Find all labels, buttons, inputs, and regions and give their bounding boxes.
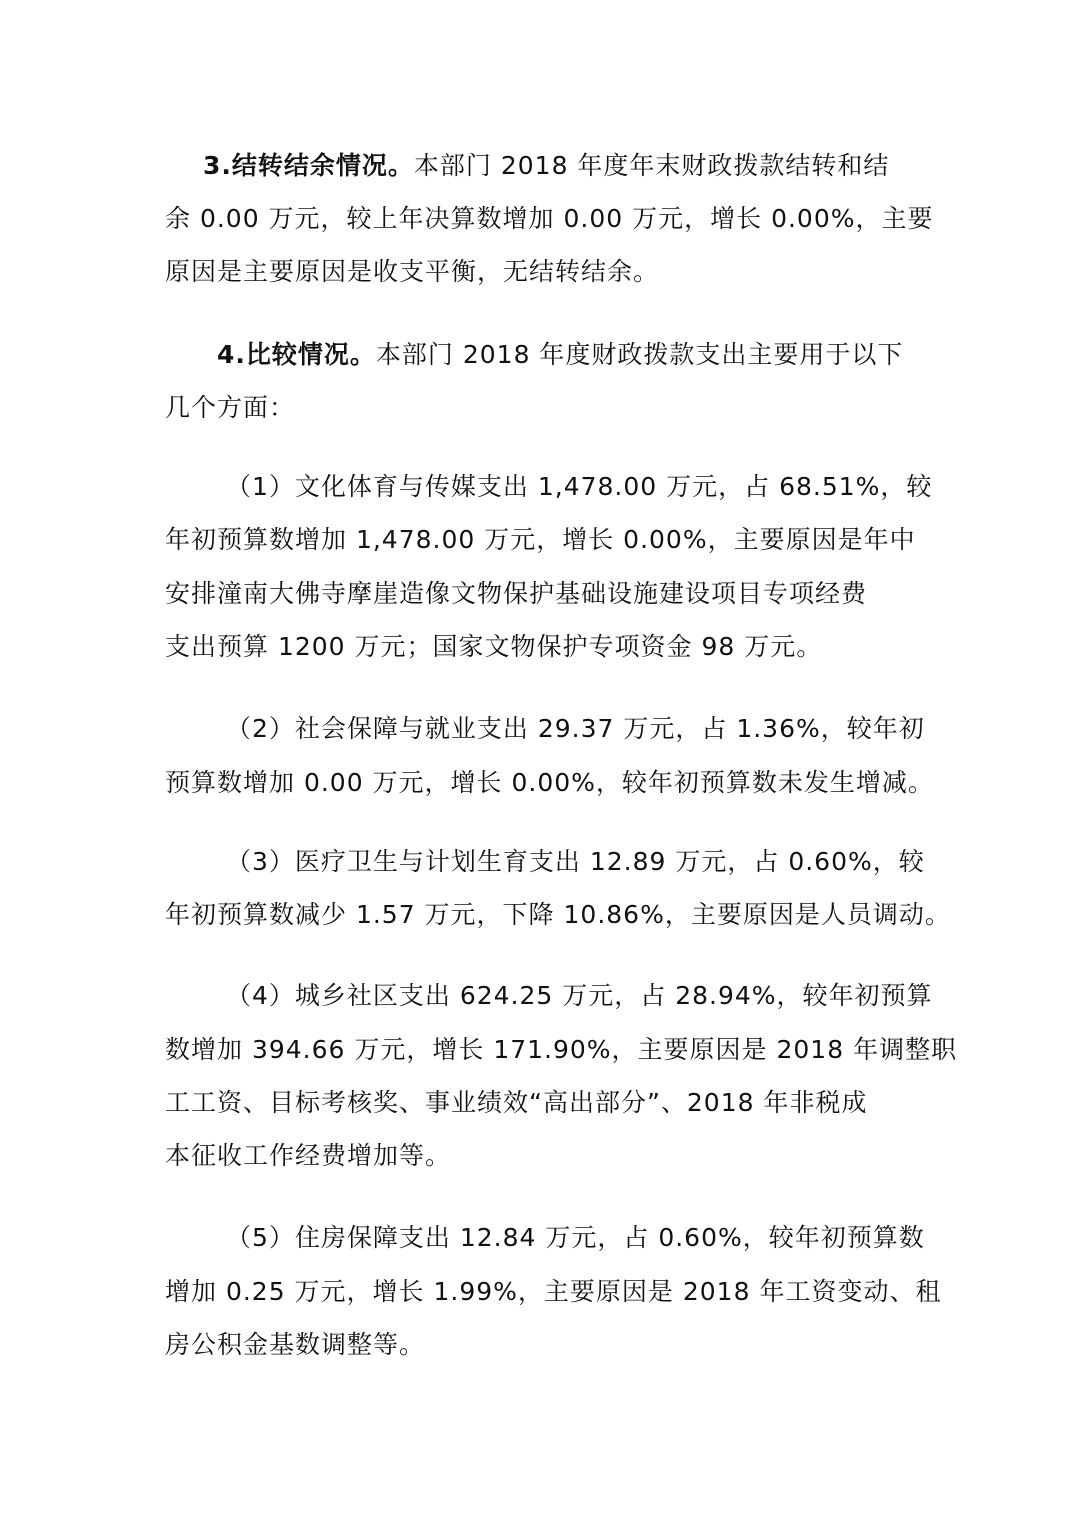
item4-line-1: （4）城乡社区支出 624.25 万元，占 28.94%，较年初预算 [226, 981, 933, 1010]
item4-line-3: 工工资、目标考核奖、事业绩效“高出部分”、2018 年非税成 [165, 1088, 868, 1117]
item5-line-2: 增加 0.25 万元，增长 1.99%，主要原因是 2018 年工资变动、租 [165, 1277, 942, 1306]
item1-line-3: 安排潼南大佛寺摩崖造像文物保护基础设施建设项目专项经费 [165, 579, 868, 608]
item1-line-1: （1）文化体育与传媒支出 1,478.00 万元，占 68.51%，较 [226, 472, 933, 501]
item4-line-4: 本征收工作经费增加等。 [165, 1141, 452, 1170]
item5-line-3: 房公积金基数调整等。 [165, 1330, 426, 1359]
section4-line-2: 几个方面： [165, 393, 296, 422]
section3-line-3: 原因是主要原因是收支平衡，无结转结余。 [165, 257, 660, 286]
section3-first-line [203, 150, 889, 182]
section3-heading: 3.结转结余情况。 [203, 151, 414, 180]
section4-first-line [217, 339, 903, 371]
item1-line-2: 年初预算数增加 1,478.00 万元，增长 0.00%，主要原因是年中 [165, 525, 916, 554]
item2-line-1: （2）社会保障与就业支出 29.37 万元，占 1.36%，较年初 [226, 714, 925, 743]
item3-line-1: （3）医疗卫生与计划生育支出 12.89 万元，占 0.60%，较 [226, 847, 925, 876]
item1-line-4: 支出预算 1200 万元；国家文物保护专项资金 98 万元。 [165, 632, 823, 661]
item5-line-1: （5）住房保障支出 12.84 万元，占 0.60%，较年初预算数 [226, 1223, 925, 1252]
item3-line-2: 年初预算数减少 1.57 万元，下降 10.86%，主要原因是人员调动。 [165, 900, 951, 929]
section3-line-2: 余 0.00 万元，较上年决算数增加 0.00 万元，增长 0.00%，主要 [165, 204, 934, 233]
item2-line-2: 预算数增加 0.00 万元，增长 0.00%，较年初预算数未发生增减。 [165, 768, 934, 797]
section3-text: 本部门 2018 年度年末财政拨款结转和结 [413, 151, 890, 180]
item4-line-2: 数增加 394.66 万元，增长 171.90%，主要原因是 2018 年调整职 [165, 1035, 958, 1064]
section4-heading: 4.比较情况。 [217, 340, 376, 369]
section4-text: 本部门 2018 年度财政拨款支出主要用于以下 [375, 340, 904, 369]
